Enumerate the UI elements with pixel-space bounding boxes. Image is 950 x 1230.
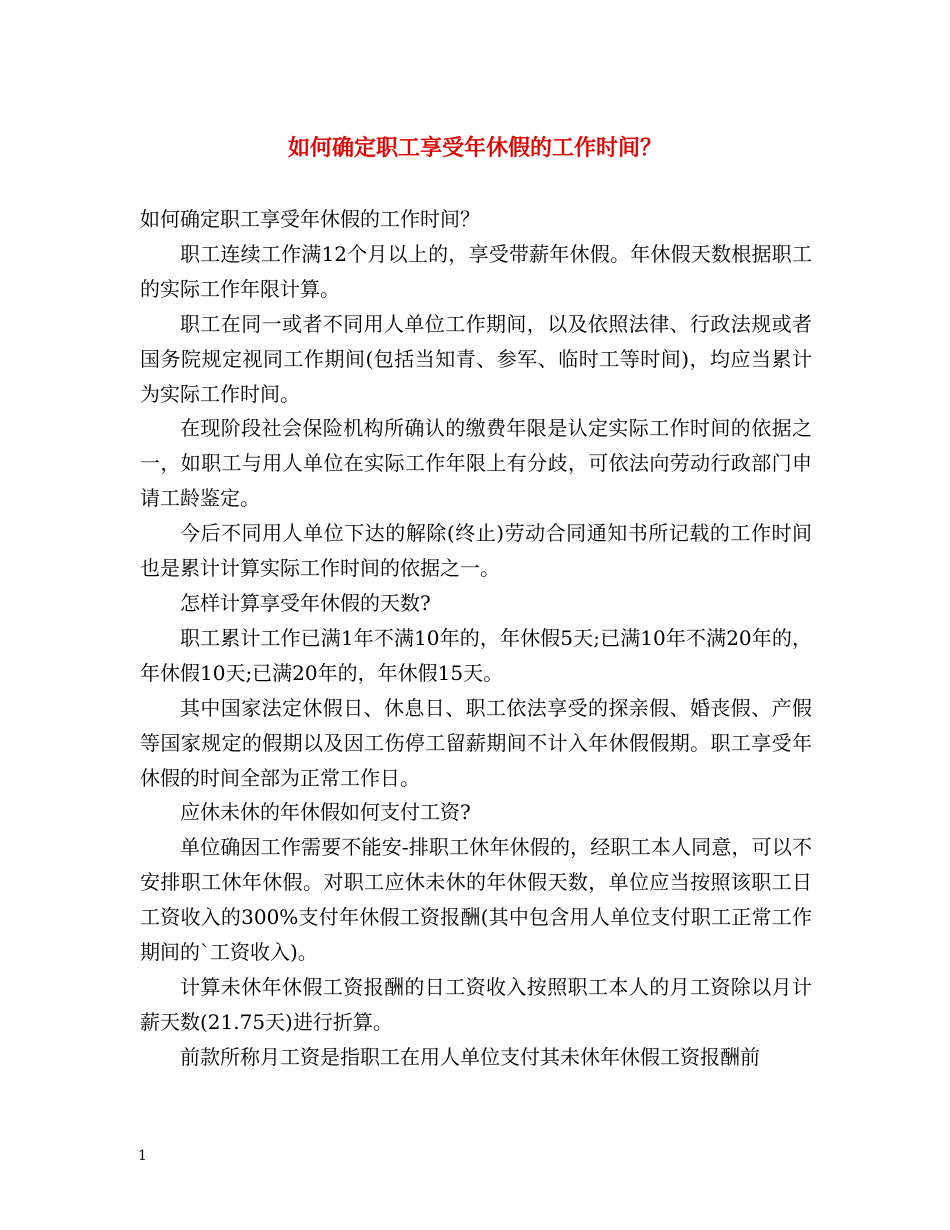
paragraph: 计算未休年休假工资报酬的日工资收入按照职工本人的月工资除以月计薪天数(21.75天)进行折算。: [140, 974, 812, 1034]
paragraph: 在现阶段社会保险机构所确认的缴费年限是认定实际工作时间的依据之一，如职工与用人单位在实际工作年限上有分歧，可依法向劳动行政部门申请工龄鉴定。: [140, 416, 812, 511]
paragraph: 职工累计工作已满1年不满10年的，年休假5天;已满10年不满20年的，年休假10天;已满20年的，年休假15天。: [140, 625, 812, 685]
paragraph-heading: 如何确定职工享受年休假的工作时间？: [140, 207, 480, 231]
paragraph: 职工连续工作满12个月以上的，享受带薪年休假。年休假天数根据职工的实际工作年限计算。: [140, 241, 812, 301]
paragraph-subheading: 怎样计算享受年休假的天数?: [180, 590, 431, 615]
paragraph: 单位确因工作需要不能安-排职工休年休假的，经职工本人同意，可以不安排职工休年休假。对职工应休未休的年休假天数，单位应当按照该职工日工资收入的300%支付年休假工资报酬(其中包含用人单位支付职工正常工作期间的`工资收入)。: [140, 835, 812, 965]
paragraph-subheading: 应休未休的年休假如何支付工资?: [180, 800, 471, 825]
document-title: 如何确定职工享受年休假的工作时间？: [287, 135, 662, 161]
paragraph: 今后不同用人单位下达的解除(终止)劳动合同通知书所记载的工作时间也是累计计算实际工作时间的依据之一。: [140, 521, 812, 581]
document-body: [140, 202, 812, 1075]
paragraph: 前款所称月工资是指职工在用人单位支付其未休年休假工资报酬前: [180, 1044, 760, 1069]
paragraph: 其中国家法定休假日、休息日、职工依法享受的探亲假、婚丧假、产假等国家规定的假期以及因工伤停工留薪期间不计入年休假假期。职工享受年休假的时间全部为正常工作日。: [140, 695, 812, 790]
page-number: 1: [138, 1148, 147, 1164]
paragraph: 职工在同一或者不同用人单位工作期间，以及依照法律、行政法规或者国务院规定视同工作期间(包括当知青、参军、临时工等时间)，均应当累计为实际工作时间。: [140, 311, 812, 406]
